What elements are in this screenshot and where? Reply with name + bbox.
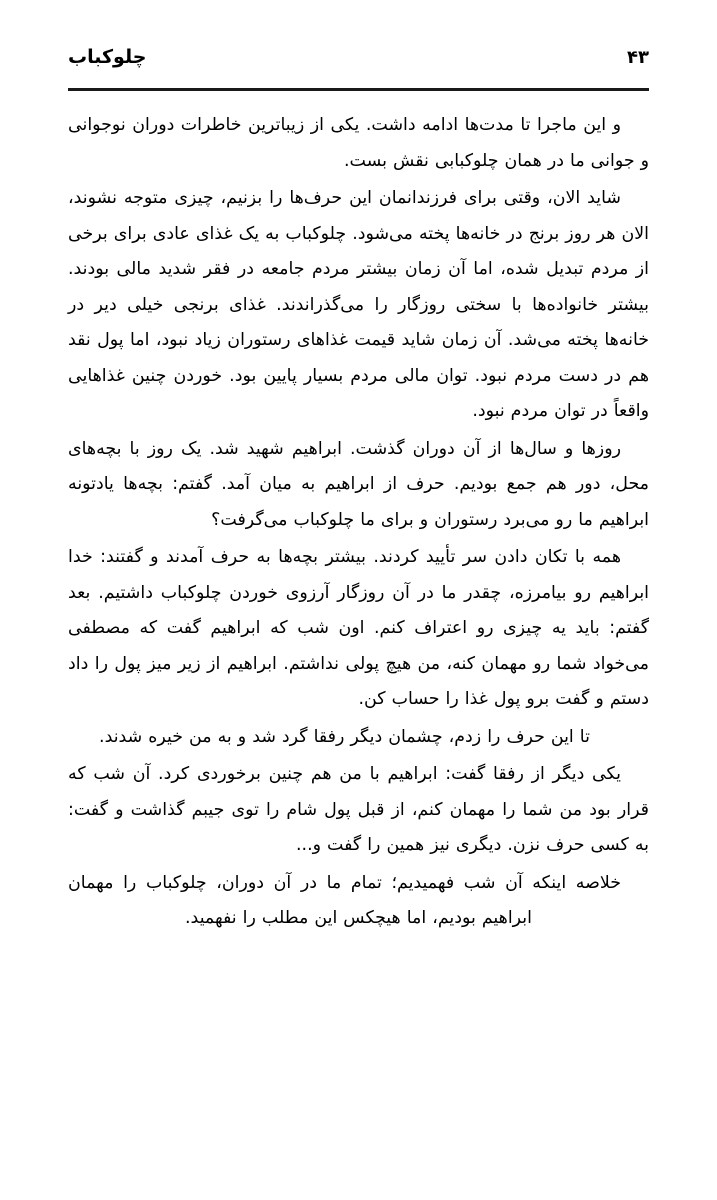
page-header <box>68 46 649 76</box>
page-number: ۴۳ <box>627 47 649 68</box>
paragraph: شاید الان، وقتی برای فرزندانمان این حرف‌ها را بزنیم، چیزی متوجه نشوند، الان هر روز برنج در خانه‌ها پخته می‌شود. چلوکباب به یک غذای عادی برای برخی از مردم تبدیل شده، اما آن زمان بیشتر مردم جامعه در فقر شدید مالی بودند. بیشتر خانواده‌ها با سختی روزگار را می‌گذراندند. غذای برنجی خیلی دیر در خانه‌ها پخته می‌شد. آن زمان شاید قیمت غذاهای رستوران زیاد نبود، اما پول نقد هم در دست مردم نبود. توان مالی مردم بسیار پایین بود. خوردن چنین غذاهایی واقعاً در توان مردم نبود. <box>68 188 649 421</box>
page-body <box>68 108 649 939</box>
paragraph: و این ماجرا تا مدت‌ها ادامه داشت. یکی از زیباترین خاطرات دوران نوجوانی و جوانی ما در همان چلوکبابی نقش بست. <box>68 115 649 171</box>
chapter-title: چلوکباب <box>68 46 147 68</box>
paragraph: یکی دیگر از رفقا گفت: ابراهیم با من هم چنین برخوردی کرد. آن شب که قرار بود من شما را مهمان کنم، از قبل پول شام را توی جیبم گذاشت و گفت: به کسی حرف نزن. دیگری نیز همین را گفت و... <box>68 764 649 855</box>
paragraph: روزها و سال‌ها از آن دوران گذشت. ابراهیم شهید شد. یک روز با بچه‌های محل، دور هم جمع بودیم. حرف از ابراهیم به میان آمد. گفتم: بچه‌ها یادتونه ابراهیم ما رو می‌برد رستوران و برای ما چلوکباب می‌گرفت؟ <box>68 438 649 530</box>
paragraph: همه با تکان دادن سر تأیید کردند. بیشتر بچه‌ها به حرف آمدند و گفتند: خدا ابراهیم رو بیامرزه، چقدر ما در آن روزگار آرزوی خوردن چلوکباب داشتیم. بعد گفتم: باید یه چیزی رو اعتراف کنم. اون شب که ابراهیم گفت که مصطفی می‌خواد شما رو مهمان کنه، من هیچ پولی نداشتم. ابراهیم از زیر میز پول را داد دستم و گفت برو پول غذا را حساب کن. <box>68 547 649 709</box>
paragraph: تا این حرف را زدم، چشمان دیگر رفقا گرد شد و به من خیره شدند. <box>99 726 590 747</box>
header-divider <box>68 88 649 91</box>
paragraph: خلاصه اینکه آن شب فهمیدیم؛ تمام ما در آن دوران، چلوکباب را مهمان ابراهیم بودیم، اما هیچکس این مطلب را نفهمید. <box>68 872 621 928</box>
